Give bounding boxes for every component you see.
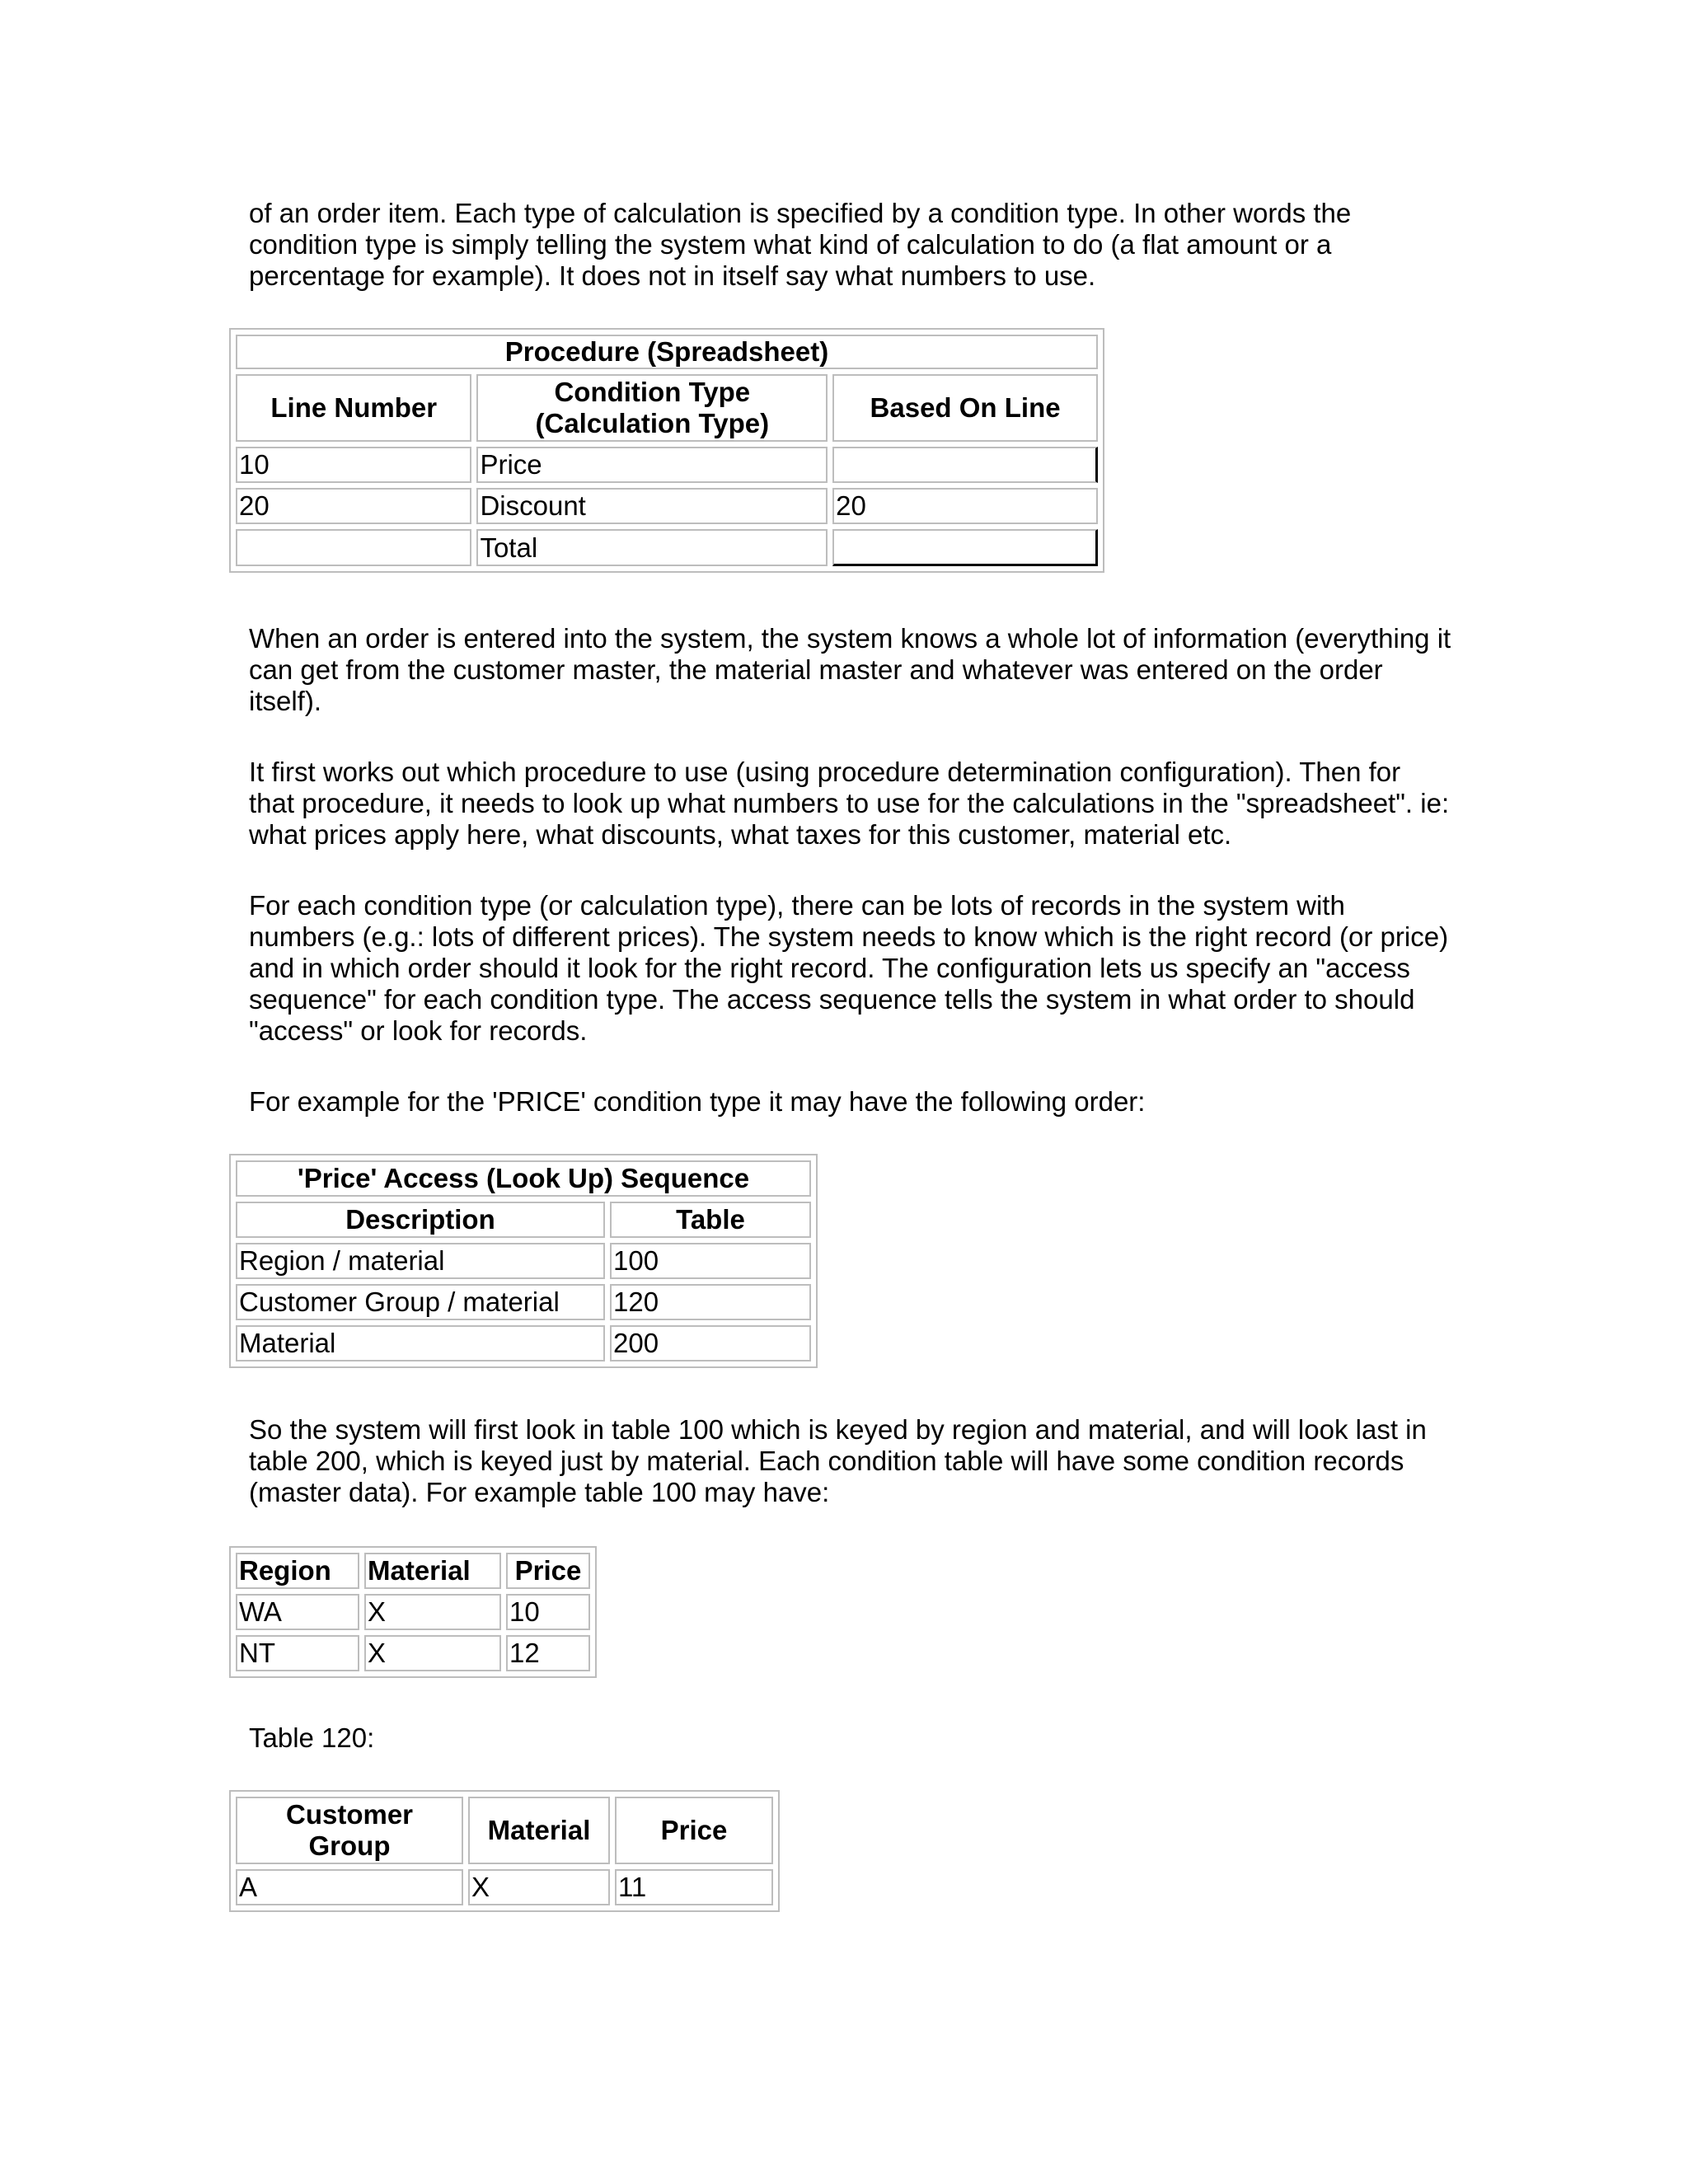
cell: Discount: [476, 488, 828, 524]
order-entry-paragraph: When an order is entered into the system, the system knows a whole lot of information (everything it can get from the customer master, the material master and whatever was entered on the order itself).: [249, 623, 1451, 716]
cell: [832, 447, 1098, 483]
lookup-paragraph: So the system will first look in table 100 which is keyed by region and material, and will look last in table 200, which is keyed just by material. Each condition table will have some condition records (master data). For example table 100 may have:: [249, 1414, 1427, 1507]
table-row: [236, 488, 1098, 524]
header-material: Material: [364, 1553, 501, 1589]
header-price: Price: [506, 1553, 590, 1589]
header-price: Price: [615, 1797, 773, 1864]
access-table-title: 'Price' Access (Look Up) Sequence: [236, 1160, 811, 1197]
cell: 10: [506, 1594, 590, 1630]
table-row: [236, 1325, 811, 1361]
cell: Total: [476, 529, 828, 566]
cell: [832, 529, 1098, 566]
procedure-paragraph: It first works out which procedure to use (using procedure determination configuration). Then for that procedure, it needs to look up what numbers to use for the calculations in the "spreadsheet". ie: what prices apply here, what discounts, what taxes for this customer, material etc.: [249, 757, 1450, 850]
cell: WA: [236, 1594, 359, 1630]
access-sequence-table: [229, 1154, 818, 1368]
cell: A: [236, 1869, 463, 1905]
header-condition-type: Condition Type (Calculation Type): [476, 374, 828, 442]
table-row: [236, 1243, 811, 1279]
cell: 10: [236, 447, 471, 483]
procedure-table-title: Procedure (Spreadsheet): [236, 335, 1098, 369]
cell: X: [468, 1869, 610, 1905]
procedure-table: [229, 328, 1104, 573]
intro-paragraph: of an order item. Each type of calculation is specified by a condition type. In other words the condition type is simply telling the system what kind of calculation to do (a flat amount or a percentage for example). It does not in itself say what numbers to use.: [249, 198, 1352, 291]
cell: 11: [615, 1869, 773, 1905]
header-material: Material: [468, 1797, 610, 1864]
table-100: [229, 1546, 597, 1678]
table-row: [236, 1635, 590, 1671]
cell: [236, 529, 471, 566]
cell: 200: [610, 1325, 811, 1361]
header-based-on-line: Based On Line: [832, 374, 1098, 442]
cell: X: [364, 1635, 501, 1671]
header-region: Region: [236, 1553, 359, 1589]
table-120: [229, 1790, 780, 1912]
table-row: [236, 1869, 773, 1905]
header-description: Description: [236, 1202, 605, 1238]
table-row: [236, 447, 1098, 483]
example-paragraph: For example for the 'PRICE' condition type it may have the following order:: [249, 1086, 1146, 1117]
access-sequence-paragraph: For each condition type (or calculation type), there can be lots of records in the system with numbers (e.g.: lots of different prices). The system needs to know which is the right record (or price) and in which order should it look for the right record. The configuration lets us specify an "access sequence" for each condition type. The access sequence tells the system in what order to should "access" or look for records.: [249, 890, 1449, 1046]
table-row: [236, 529, 1098, 566]
cell: Price: [476, 447, 828, 483]
table-row: [236, 1594, 590, 1630]
cell: 100: [610, 1243, 811, 1279]
cell: Material: [236, 1325, 605, 1361]
cell: Customer Group / material: [236, 1284, 605, 1320]
cell: 20: [236, 488, 471, 524]
header-line-number: Line Number: [236, 374, 471, 442]
cell: 120: [610, 1284, 811, 1320]
cell: 20: [832, 488, 1098, 524]
cell: X: [364, 1594, 501, 1630]
header-customer-group: Customer Group: [236, 1797, 463, 1864]
table-120-label: Table 120:: [249, 1722, 375, 1753]
cell: NT: [236, 1635, 359, 1671]
cell: 12: [506, 1635, 590, 1671]
header-table: Table: [610, 1202, 811, 1238]
table-row: [236, 1284, 811, 1320]
cell: Region / material: [236, 1243, 605, 1279]
